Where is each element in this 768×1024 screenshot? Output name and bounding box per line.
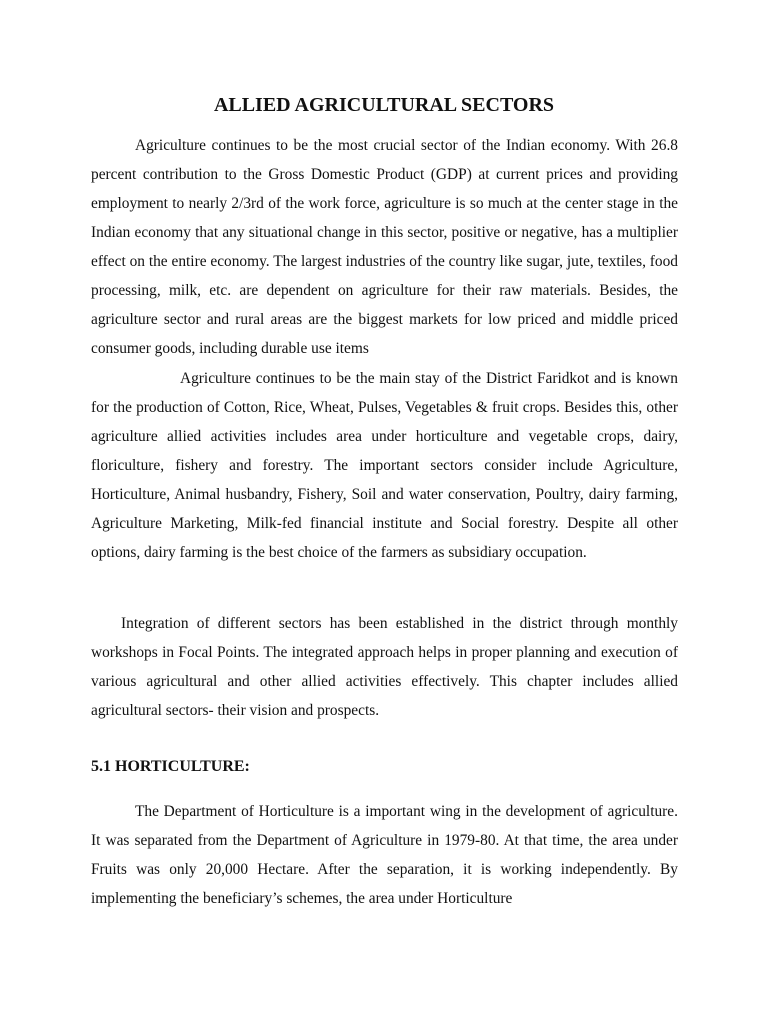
district-paragraph: Agriculture continues to be the main stay of the District Faridkot and is known for the production of Cotton, Rice, Wheat, Pulses, Vegetables & fruit crops. Besides this, other agriculture allied activities includes area under horticulture and vegetable crops, dairy, floriculture, fishery and forestry. The important sectors consider include Agriculture, Horticulture, Animal husbandry, Fishery, Soil and water conservation, Poultry, dairy farming, Agriculture Marketing, Milk-fed financial institute and Social forestry. Despite all other options, dairy farming is the best choice of the farmers as subsidiary occupation. — [91, 370, 678, 561]
integration-paragraph: Integration of different sectors has been established in the district through monthly workshops in Focal Points. The integrated approach helps in proper planning and execution of various agricultural and other allied activities effectively. This chapter includes allied agricultural sectors- their vision and prospects. — [91, 615, 678, 719]
intro-paragraph: Agriculture continues to be the most crucial sector of the Indian economy. With 26.8 percent contribution to the Gross Domestic Product (GDP) at current prices and providing employment to nearly 2/3rd of the work force, agriculture is so much at the center stage in the Indian economy that any situational change in this sector, positive or negative, has a multiplier effect on the entire economy. The largest industries of the country like sugar, jute, textiles, food processing, milk, etc. are dependent on agriculture for their raw materials. Besides, the agriculture sector and rural areas are the biggest markets for low priced and middle priced consumer goods, including durable use items — [91, 137, 678, 357]
section-heading-horticulture: 5.1 HORTICULTURE: — [91, 758, 250, 775]
horticulture-paragraph: The Department of Horticulture is a important wing in the development of agriculture. It was separated from the Department of Agriculture in 1979-80. At that time, the area under Fruits was only 20,000 Hectare. After the separation, it is working independently. By implementing the beneficiary’s schemes, the area under Horticulture — [91, 803, 678, 907]
document-title: ALLIED AGRICULTURAL SECTORS — [213, 94, 555, 116]
